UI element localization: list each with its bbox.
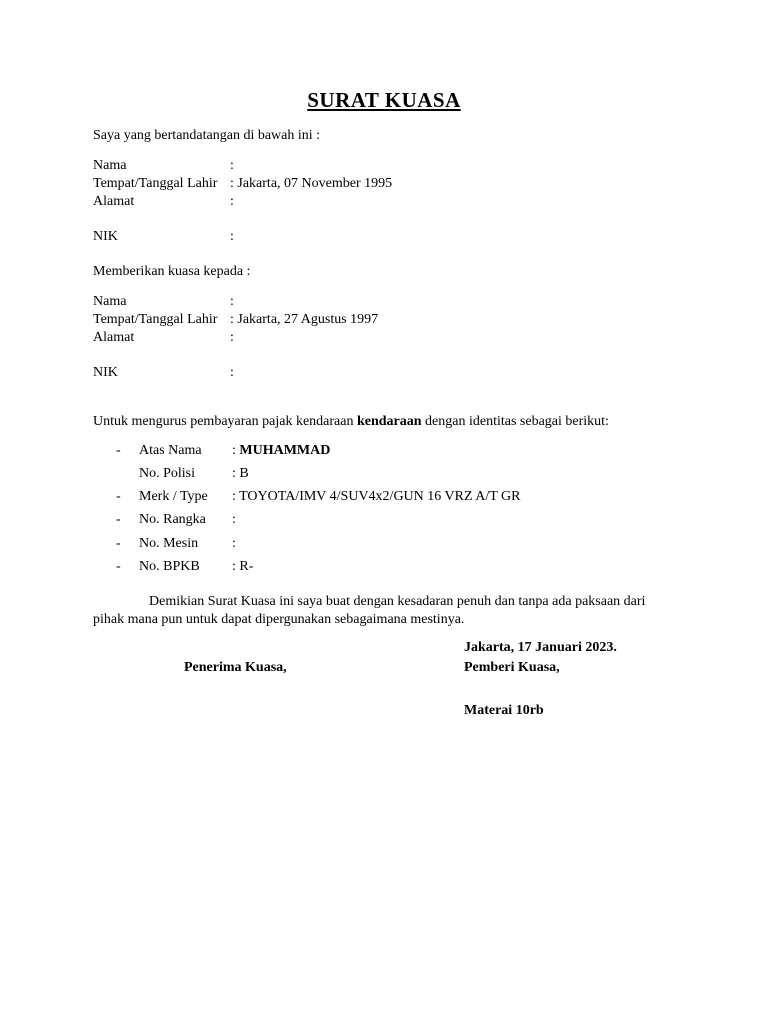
giver-alamat-value: : (230, 194, 234, 209)
giver-nama-label: Nama (93, 158, 127, 173)
closing-line-1: Demikian Surat Kuasa ini saya buat dengan kesadaran penuh dan tanpa ada paksaan dari (149, 594, 646, 609)
rangka-label: No. Rangka (139, 512, 206, 527)
receiver-nik-label: NIK (93, 365, 118, 380)
bpkb-value: : R- (232, 559, 254, 574)
receiver-ttl-value: : Jakarta, 27 Agustus 1997 (230, 312, 379, 327)
atas-nama-label: Atas Nama (139, 443, 202, 458)
atas-nama-name: MUHAMMAD (239, 443, 331, 458)
list-bullet: - (116, 559, 121, 574)
giver-alamat-label: Alamat (93, 194, 135, 209)
place-date: Jakarta, 17 Januari 2023. (464, 640, 617, 655)
receiver-signature-label: Penerima Kuasa, (184, 660, 287, 675)
giver-ttl-label: Tempat/Tanggal Lahir (93, 176, 218, 191)
list-bullet: - (116, 512, 121, 527)
merk-label: Merk / Type (139, 489, 208, 504)
receiver-alamat-value: : (230, 330, 234, 345)
giver-nik-label: NIK (93, 229, 118, 244)
grant-text: Memberikan kuasa kepada : (93, 264, 251, 279)
document-title: SURAT KUASA (307, 88, 461, 112)
polisi-value: : B (232, 466, 249, 481)
receiver-alamat-label: Alamat (93, 330, 135, 345)
purpose-bold: kendaraan (356, 414, 422, 429)
receiver-ttl-label: Tempat/Tanggal Lahir (93, 312, 218, 327)
list-bullet: - (116, 443, 121, 458)
atas-nama-value (232, 442, 330, 460)
intro-text: Saya yang bertandatangan di bawah ini : (93, 128, 321, 143)
receiver-nik-value: : (230, 365, 234, 380)
list-bullet: - (116, 536, 121, 551)
merk-value: : TOYOTA/IMV 4/SUV4x2/GUN 16 VRZ A/T GR (232, 489, 521, 504)
purpose-text (93, 413, 609, 431)
receiver-nama-value: : (230, 294, 234, 309)
giver-nik-value: : (230, 229, 234, 244)
giver-ttl-value: : Jakarta, 07 November 1995 (230, 176, 393, 191)
mesin-label: No. Mesin (139, 536, 199, 551)
closing-line-2: pihak mana pun untuk dapat dipergunakan sebagaimana mestinya. (93, 612, 465, 627)
stamp-duty-note: Materai 10rb (464, 703, 544, 718)
giver-nama-value: : (230, 158, 234, 173)
polisi-label: No. Polisi (139, 466, 196, 481)
bpkb-label: No. BPKB (139, 559, 200, 574)
atas-nama-colon: : (232, 443, 236, 458)
list-bullet: - (116, 489, 121, 504)
purpose-before: Untuk mengurus pembayaran pajak kendaraan (93, 414, 357, 429)
giver-signature-label: Pemberi Kuasa, (464, 660, 560, 675)
receiver-nama-label: Nama (93, 294, 127, 309)
rangka-value: : (232, 512, 236, 527)
mesin-value: : (232, 536, 236, 551)
purpose-after: dengan identitas sebagai berikut: (421, 414, 609, 429)
